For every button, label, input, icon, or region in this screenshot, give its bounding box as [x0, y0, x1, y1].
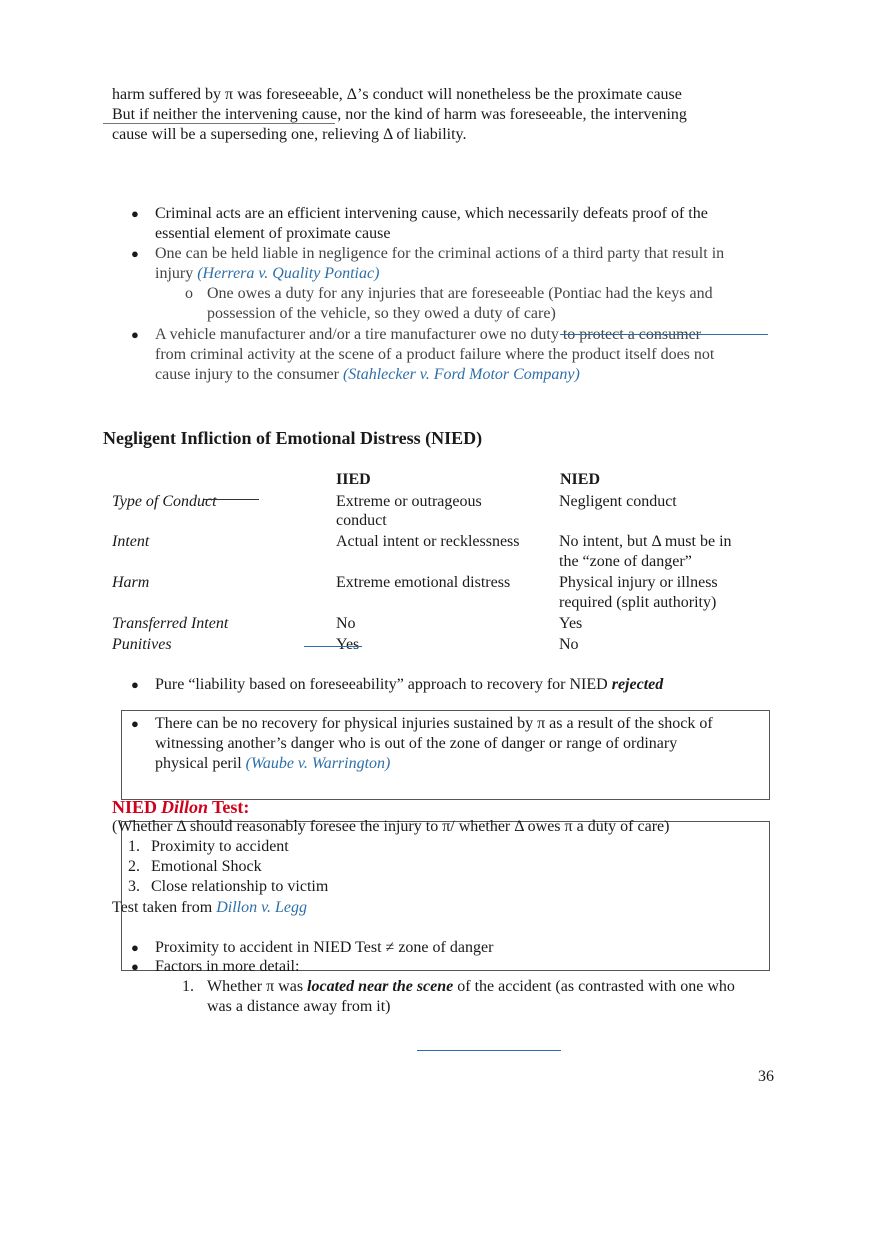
factor-text-part: Whether π was: [207, 978, 304, 995]
bullet-text: Factors in more detail:: [155, 958, 300, 975]
sub-bullet-marker: o: [185, 285, 193, 302]
bullet-text-prefix: injury: [155, 265, 194, 282]
annotation-line: [560, 334, 768, 335]
list-number: 1.: [182, 978, 194, 995]
factor-text: was a distance away from it): [207, 998, 391, 1015]
dillon-heading-part: Test:: [212, 797, 250, 817]
table-cell-iied: No: [336, 615, 356, 632]
list-number: 3.: [128, 878, 140, 895]
case-citation: (Herrera v. Quality Pontiac): [197, 265, 380, 282]
section-heading: Negligent Infliction of Emotional Distress (NIED): [103, 428, 483, 448]
bullet-text: [155, 365, 580, 385]
table-cell-nied: Negligent conduct: [559, 493, 677, 510]
table-cell-iied: Actual intent or recklessness: [336, 533, 520, 550]
page-number: 36: [758, 1068, 774, 1085]
bullet-icon: ●: [131, 206, 139, 221]
emphasis-text: located near the scene: [307, 978, 454, 995]
bullet-text: There can be no recovery for physical injuries sustained by π as a result of the shock of: [155, 715, 713, 732]
table-cell-iied: Extreme emotional distress: [336, 574, 511, 591]
bullet-icon: ●: [131, 327, 139, 342]
table-row-label: Transferred Intent: [112, 615, 229, 632]
table-cell-nied: No: [559, 636, 579, 653]
bullet-text: One can be held liable in negligence for the criminal actions of a third party that result in: [155, 245, 725, 262]
bullet-icon: ●: [131, 716, 139, 731]
table-cell-iied: Extreme or outrageous: [336, 493, 482, 510]
table-cell-iied: Yes: [336, 636, 360, 653]
list-item: Emotional Shock: [151, 858, 262, 875]
list-number: 1.: [128, 838, 140, 855]
list-number: 2.: [128, 858, 140, 875]
dillon-subtitle: (Whether Δ should reasonably foresee the injury to π/ whether Δ owes π a duty of care): [112, 818, 670, 835]
table-row-label: Punitives: [112, 636, 172, 653]
bullet-text: Criminal acts are an efficient intervening cause, which necessarily defeats proof of the: [155, 205, 708, 222]
table-cell-nied: the “zone of danger”: [559, 553, 692, 570]
table-row-label: Intent: [112, 533, 150, 550]
bullet-icon: ●: [131, 959, 139, 974]
bullet-text: [155, 264, 379, 284]
dillon-source: [112, 898, 307, 918]
table-row-label: Type of Conduct: [112, 493, 217, 510]
table-row-label: Harm: [112, 574, 150, 591]
annotation-line: [103, 123, 335, 124]
table-cell-nied: No intent, but Δ must be in: [559, 533, 732, 550]
bullet-text: witnessing another’s danger who is out of the zone of danger or range of ordinary: [155, 735, 678, 752]
table-cell-nied: required (split authority): [559, 594, 717, 611]
case-citation: (Stahlecker v. Ford Motor Company): [342, 366, 580, 383]
bullet-text: Proximity to accident in NIED Test ≠ zone of danger: [155, 939, 494, 956]
bullet-text-main: Pure “liability based on foreseeability” approach to recovery for NIED: [155, 676, 608, 693]
intro-line-2: But if neither the intervening cause, nor the kind of harm was foreseeable, the intervening: [112, 106, 687, 123]
annotation-line: [204, 499, 259, 500]
table-header-iied: IIED: [336, 471, 371, 488]
bullet-text: [155, 675, 663, 695]
bullet-text: A vehicle manufacturer and/or a tire manufacturer owe no duty to protect a consumer: [155, 326, 701, 343]
bullet-text: [155, 754, 390, 774]
case-citation: Dillon v. Legg: [216, 899, 307, 916]
table-cell-nied: Physical injury or illness: [559, 574, 718, 591]
annotation-line: [304, 646, 362, 647]
bullet-text-prefix: cause injury to the consumer: [155, 366, 339, 383]
sub-bullet-text: possession of the vehicle, so they owed a duty of care): [207, 305, 556, 322]
bullet-text-prefix: physical peril: [155, 755, 242, 772]
dillon-source-prefix: Test taken from: [112, 899, 213, 916]
list-item: Close relationship to victim: [151, 878, 329, 895]
bullet-icon: ●: [131, 677, 139, 692]
table-header-nied: NIED: [560, 471, 601, 488]
bullet-text: from criminal activity at the scene of a product failure where the product itself does not: [155, 346, 715, 363]
table-cell-iied: conduct: [336, 512, 387, 529]
factor-text-part: of the accident (as contrasted with one who: [457, 978, 735, 995]
list-item: Proximity to accident: [151, 838, 289, 855]
footer-rule: [417, 1050, 561, 1051]
intro-line-3: cause will be a superseding one, relieving Δ of liability.: [112, 126, 467, 143]
emphasis-text: rejected: [611, 676, 664, 693]
intro-line-1: harm suffered by π was foreseeable, Δ’s conduct will nonetheless be the proximate cause: [112, 86, 682, 103]
table-cell-nied: Yes: [559, 615, 583, 632]
case-citation: (Waube v. Warrington): [245, 755, 391, 772]
bullet-text: essential element of proximate cause: [155, 225, 391, 242]
bullet-icon: ●: [131, 246, 139, 261]
bullet-icon: ●: [131, 940, 139, 955]
sub-bullet-text: One owes a duty for any injuries that are foreseeable (Pontiac had the keys and: [207, 285, 713, 302]
factor-text: [207, 977, 735, 997]
dillon-heading-part: NIED: [112, 797, 158, 817]
dillon-heading-part: Dillon: [161, 797, 209, 817]
